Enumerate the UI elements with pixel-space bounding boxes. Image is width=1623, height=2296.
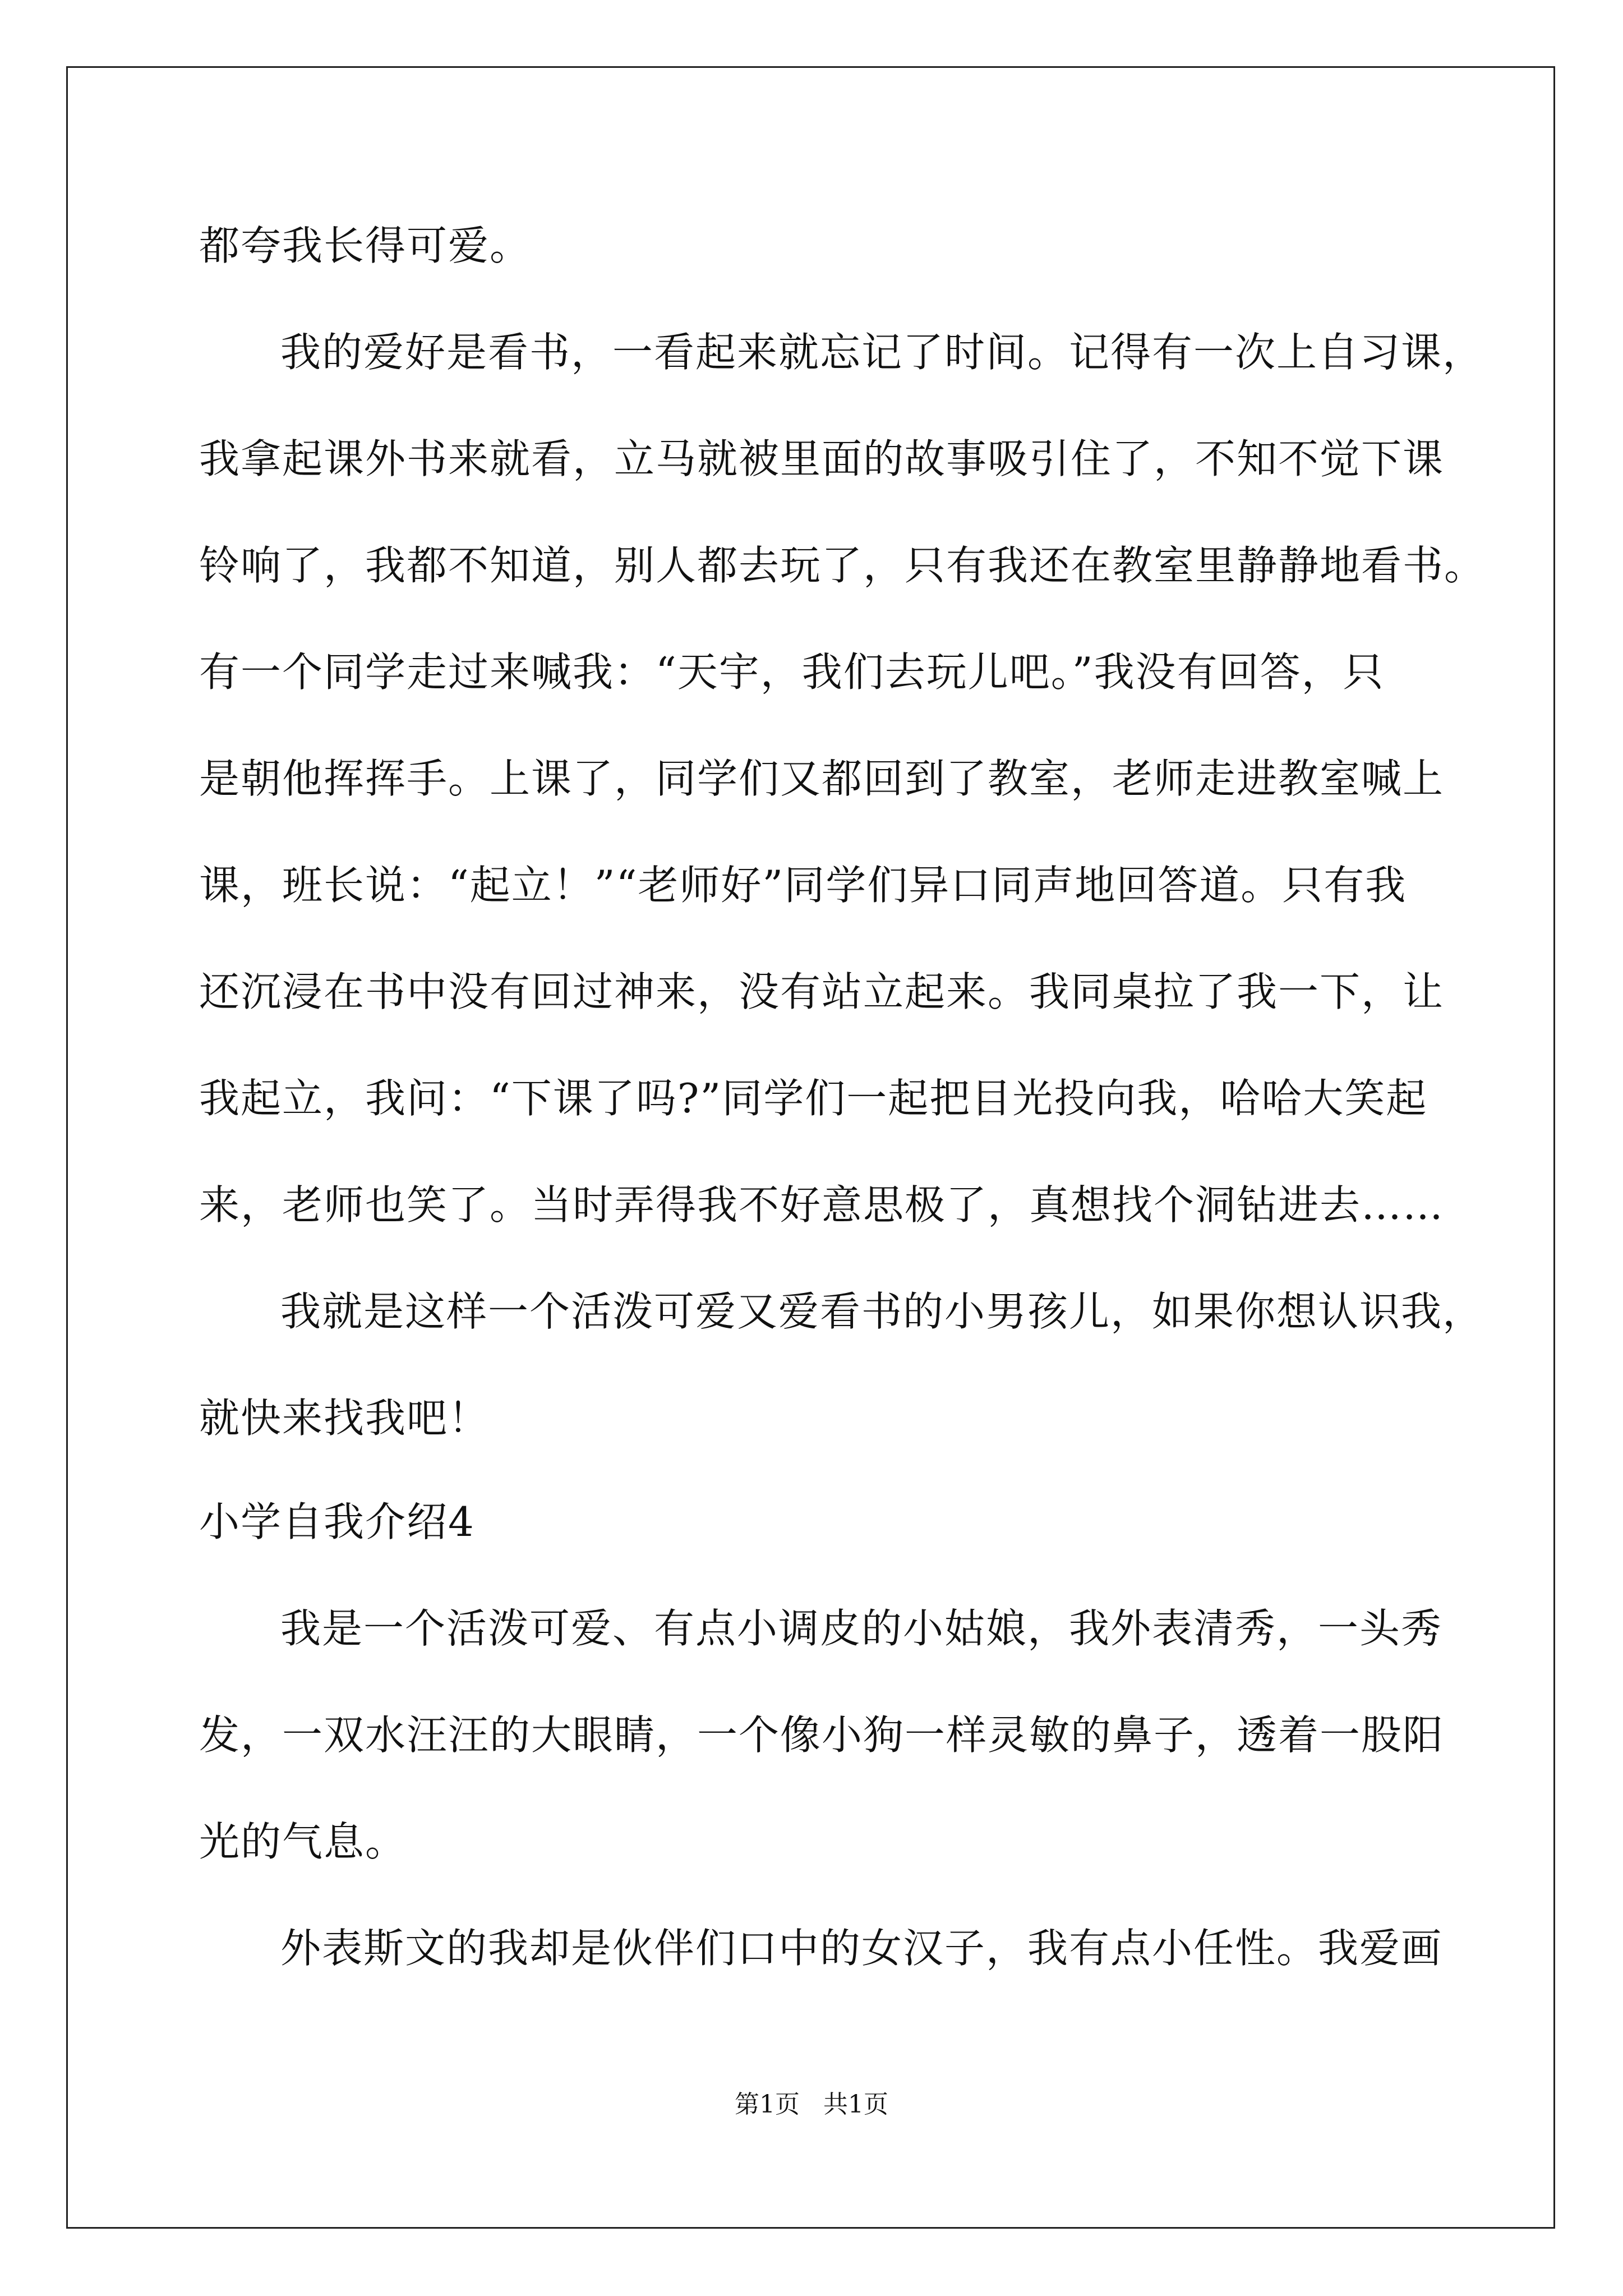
paragraph-line: 我的爱好是看书，一看起来就忘记了时间。记得有一次上自习课， <box>280 329 1484 376</box>
paragraph-line: 都夸我长得可爱。 <box>199 222 532 269</box>
paragraph-line: 就快来找我吧！ <box>199 1395 490 1442</box>
paragraph-line: 光的气息。 <box>199 1818 407 1865</box>
paragraph-line: 有一个同学走过来喊我：“天宇，我们去玩儿吧。”我没有回答，只 <box>199 648 1385 696</box>
page-number-footer: 第1页 共1页 <box>735 2090 888 2119</box>
paragraph-line: 来，老师也笑了。当时弄得我不好意思极了，真想找个洞钻进去…… <box>199 1181 1445 1228</box>
paragraph-line: 我起立，我问：“下课了吗?”同学们一起把目光投向我，哈哈大笑起 <box>199 1075 1428 1122</box>
section-heading: 小学自我介绍4 <box>199 1498 475 1545</box>
paragraph-line: 还沉浸在书中没有回过神来，没有站立起来。我同桌拉了我一下，让 <box>199 968 1445 1015</box>
paragraph-line: 是朝他挥挥手。上课了，同学们又都回到了教室，老师走进教室喊上 <box>199 755 1445 802</box>
paragraph-line: 我拿起课外书来就看，立马就被里面的故事吸引住了，不知不觉下课 <box>199 435 1445 482</box>
paragraph-line: 我就是这样一个活泼可爱又爱看书的小男孩儿，如果你想认识我， <box>280 1288 1484 1335</box>
paragraph-line: 铃响了，我都不知道，别人都去玩了，只有我还在教室里静静地看书。 <box>199 542 1486 589</box>
paragraph-line: 发，一双水汪汪的大眼睛，一个像小狗一样灵敏的鼻子，透着一股阳 <box>199 1711 1445 1759</box>
paragraph-line: 课，班长说：“起立！”“老师好”同学们异口同声地回答道。只有我 <box>199 862 1407 909</box>
page-border <box>66 66 1555 2229</box>
paragraph-line: 外表斯文的我却是伙伴们口中的女汉子，我有点小任性。我爱画 <box>280 1925 1443 1972</box>
paragraph-line: 我是一个活泼可爱、有点小调皮的小姑娘，我外表清秀，一头秀 <box>280 1605 1443 1652</box>
